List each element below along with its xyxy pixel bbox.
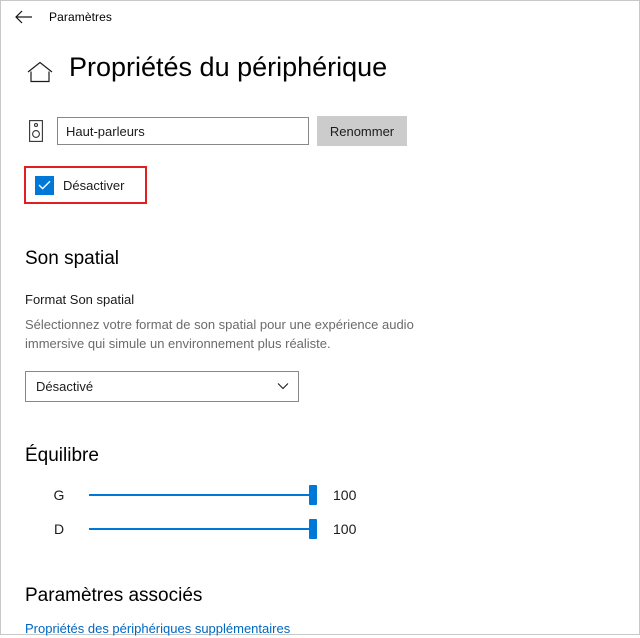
balance-right-slider[interactable] [89,519,317,539]
disable-checkbox-highlight [24,166,147,204]
title-bar [1,1,639,33]
page-header [25,53,615,83]
disable-checkbox-row[interactable] [35,176,124,195]
slider-thumb[interactable] [309,485,317,505]
related-settings-heading: Paramètres associés [25,584,203,606]
device-name-input[interactable] [57,117,309,145]
balance-left-value: 100 [333,486,357,503]
chevron-down-icon [277,372,289,401]
slider-track [89,528,317,530]
balance-row-left [25,485,615,505]
back-button[interactable] [1,1,47,33]
window-title: Paramètres [49,10,113,24]
spatial-format-description: Sélectionnez votre format de son spatial pour une expérience audio immersive qui simule un environnement plus réaliste. [25,317,414,351]
balance-left-slider[interactable] [89,485,317,505]
spatial-format-select[interactable] [25,371,299,402]
slider-thumb[interactable] [309,519,317,539]
spatial-format-label: Format Son spatial [25,292,135,307]
balance-right-label: D [53,520,65,537]
settings-content [1,53,639,638]
disable-checkbox-label: Désactiver [63,177,125,193]
balance-row-right [25,519,615,539]
disable-checkbox[interactable] [35,176,54,195]
back-arrow-icon [15,10,33,24]
balance-left-label: G [53,486,65,503]
page-title: Propriétés du périphérique [69,52,388,83]
spatial-format-value: Désactivé [36,378,94,394]
slider-track [89,494,317,496]
device-name-row [25,116,615,146]
rename-button[interactable]: Renommer [317,116,407,146]
additional-device-properties-link[interactable]: Propriétés des périphériques supplémentaires [25,620,291,636]
speaker-icon [25,116,47,146]
checkmark-icon [38,180,51,190]
balance-right-value: 100 [333,520,357,537]
home-icon[interactable] [25,53,55,83]
balance-heading: Équilibre [25,444,99,466]
spatial-sound-heading: Son spatial [25,248,120,269]
